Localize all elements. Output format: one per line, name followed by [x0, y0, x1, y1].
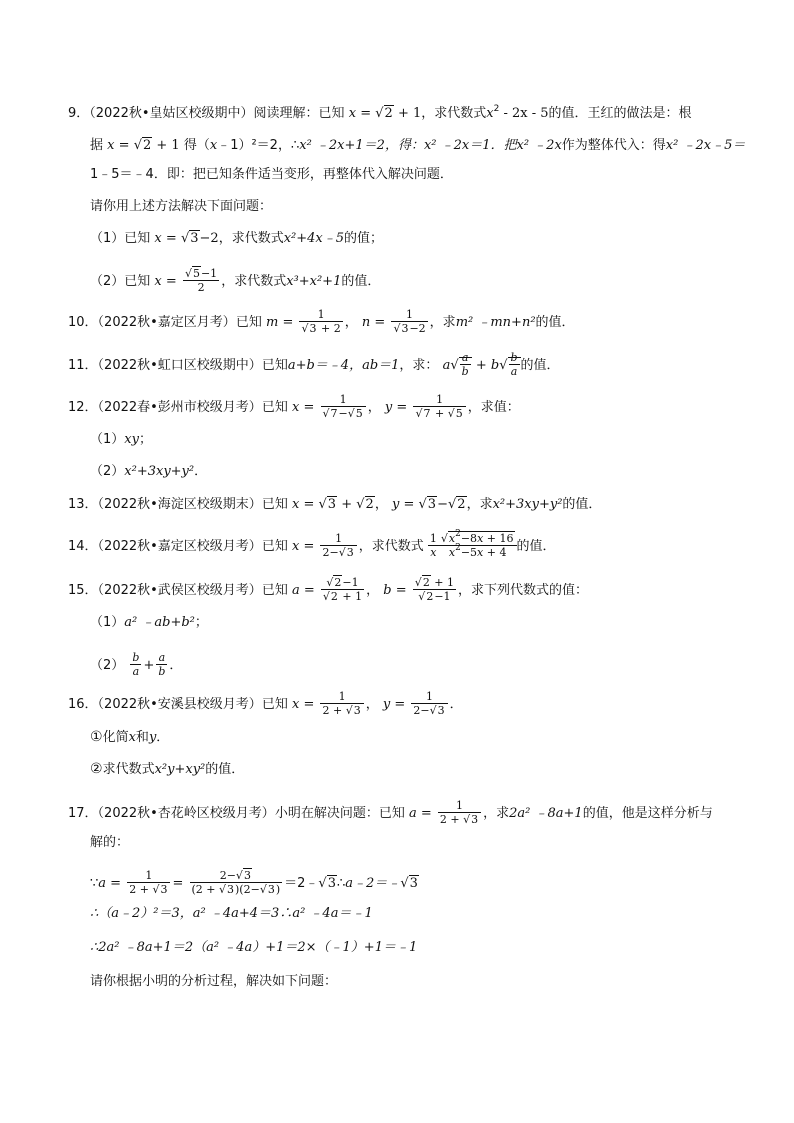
problem-17-line-4: ∴（a﹣2）²＝3，a² ﹣4a+4＝3∴a² ﹣4a＝﹣1 — [90, 906, 373, 921]
problem-source: （2022秋•皇姑区校级期中） — [89, 106, 254, 121]
problem-number: 17． — [68, 806, 98, 821]
problem-15: 15．（2022秋•武侯区校级月考）已知 a = $\frac{√2-1}{√2 + 1}$ ， b = $\frac{√2 + 1}{√2-1}$ ，求下列代数式的值： — [68, 576, 589, 603]
problem-16-sub-2: ②求代数式x²y+xy²的值． — [90, 761, 245, 777]
problem-13: 13．（2022秋•海淀区校级期末）已知 x = √3 + √2， y = √3−√2，求x²+3xy+y²的值． — [68, 497, 602, 512]
problem-16-sub-1: ①化简x和y． — [90, 729, 170, 745]
problem-17-line-6: 请你根据小明的分析过程，解决如下问题： — [90, 974, 338, 989]
problem-source: （2022秋•海淀区校级期末） — [97, 497, 262, 512]
problem-9-line-2: 据 x = √2 + 1 得（x﹣1）²＝2，∴x² ﹣2x+1＝2，得：x² ﹣2x＝1．把x² ﹣2x作为整体代入：得x² ﹣2x﹣5＝ — [90, 138, 746, 153]
problem-14: 14．（2022秋•嘉定区校级月考）已知 x = $\frac{1}{2-√3}$ ，求代数式 $\frac{1}{x}$ $\frac{√x^2-8x + 16}{x^2-5x + 4}$ 的值． — [68, 529, 556, 559]
problem-9-line-3: 1﹣5＝﹣4．即：把已知条件适当变形，再整体代入解决问题． — [90, 167, 453, 182]
problem-number: 16． — [68, 697, 98, 712]
problem-9-sub-2: （2）已知 x = $\frac{√5-1}{2}$ ，求代数式x³+x²+1的值． — [90, 267, 381, 294]
problem-source: （2022秋•虹口区校级期中） — [97, 358, 262, 373]
problem-source: （2022秋•嘉定区校级月考） — [97, 539, 262, 554]
problem-source: （2022秋•杏花岭区校级月考） — [97, 806, 275, 821]
problem-number: 11． — [68, 358, 98, 373]
problem-number: 15． — [68, 583, 98, 598]
problem-11: 11．（2022秋•虹口区校级期中）已知a+b＝﹣4，ab＝1，求： a√ $\frac{a}{b}$ + b√ $\frac{b}{a}$ 的值． — [68, 351, 560, 378]
problem-source: （2022春•彭州市校级月考） — [97, 400, 262, 415]
problem-12: 12．（2022春•彭州市校级月考）已知 x = $\frac{1}{√7-√5}$ ， y = $\frac{1}{√7 + √5}$ ，求值： — [68, 393, 520, 420]
problem-15-sub-1: （1）a² ﹣ab+b²； — [90, 615, 208, 630]
problem-number: 14． — [68, 539, 98, 554]
problem-9-line-1: 9．（2022秋•皇姑区校级期中）阅读理解：已知 x = √2 + 1，求代数式$x^2 - 2x - 5$的值．王红的做法是：根 — [68, 103, 692, 121]
problem-9-sub-1: （1）已知 x = √3−2，求代数式x²+4x﹣5的值； — [90, 231, 384, 246]
problem-15-sub-2: （2） $\frac{b}{a}$ + $\frac{a}{b}$ ． — [90, 651, 183, 678]
problem-17: 17．（2022秋•杏花岭区校级月考）小明在解决问题：已知 a = $\frac{1}{2 + √3}$ ，求2a² ﹣8a+1的值，他是这样分析与 — [68, 799, 713, 826]
problem-9-line-4: 请你用上述方法解决下面问题： — [90, 199, 273, 214]
problem-number: 13． — [68, 497, 98, 512]
problem-number: 10． — [68, 315, 98, 330]
problem-12-sub-2: （2）x²+3xy+y²． — [90, 464, 208, 479]
problem-16: 16．（2022秋•安溪县校级月考）已知 x = $\frac{1}{2 + √3}$ ， y = $\frac{1}{2-√3}$ ． — [68, 690, 463, 717]
problem-source: （2022秋•安溪县校级月考） — [97, 697, 262, 712]
problem-17-line-2: 解的： — [90, 835, 130, 850]
problem-number: 9． — [68, 106, 90, 121]
problem-10: 10．（2022秋•嘉定区月考）已知 m = $\frac{1}{√3 + 2}$ ， n = $\frac{1}{√3-2}$ ，求m² ﹣mn+n²的值． — [68, 308, 575, 335]
problem-17-line-5: ∴2a² ﹣8a+1＝2（a² ﹣4a）+1＝2×（﹣1）+1＝﹣1 — [90, 940, 418, 955]
problem-number: 12． — [68, 400, 98, 415]
problem-source: （2022秋•武侯区校级月考） — [97, 583, 262, 598]
problem-17-line-3: ∵a = $\frac{1}{2 + √3}$ = $\frac{2-√3}{(2 + √3)(2-√3)}$ ＝2﹣√3∴a﹣2＝﹣√3 — [90, 869, 418, 896]
problem-source: （2022秋•嘉定区月考） — [97, 315, 236, 330]
problem-12-sub-1: （1）xy； — [90, 432, 152, 447]
